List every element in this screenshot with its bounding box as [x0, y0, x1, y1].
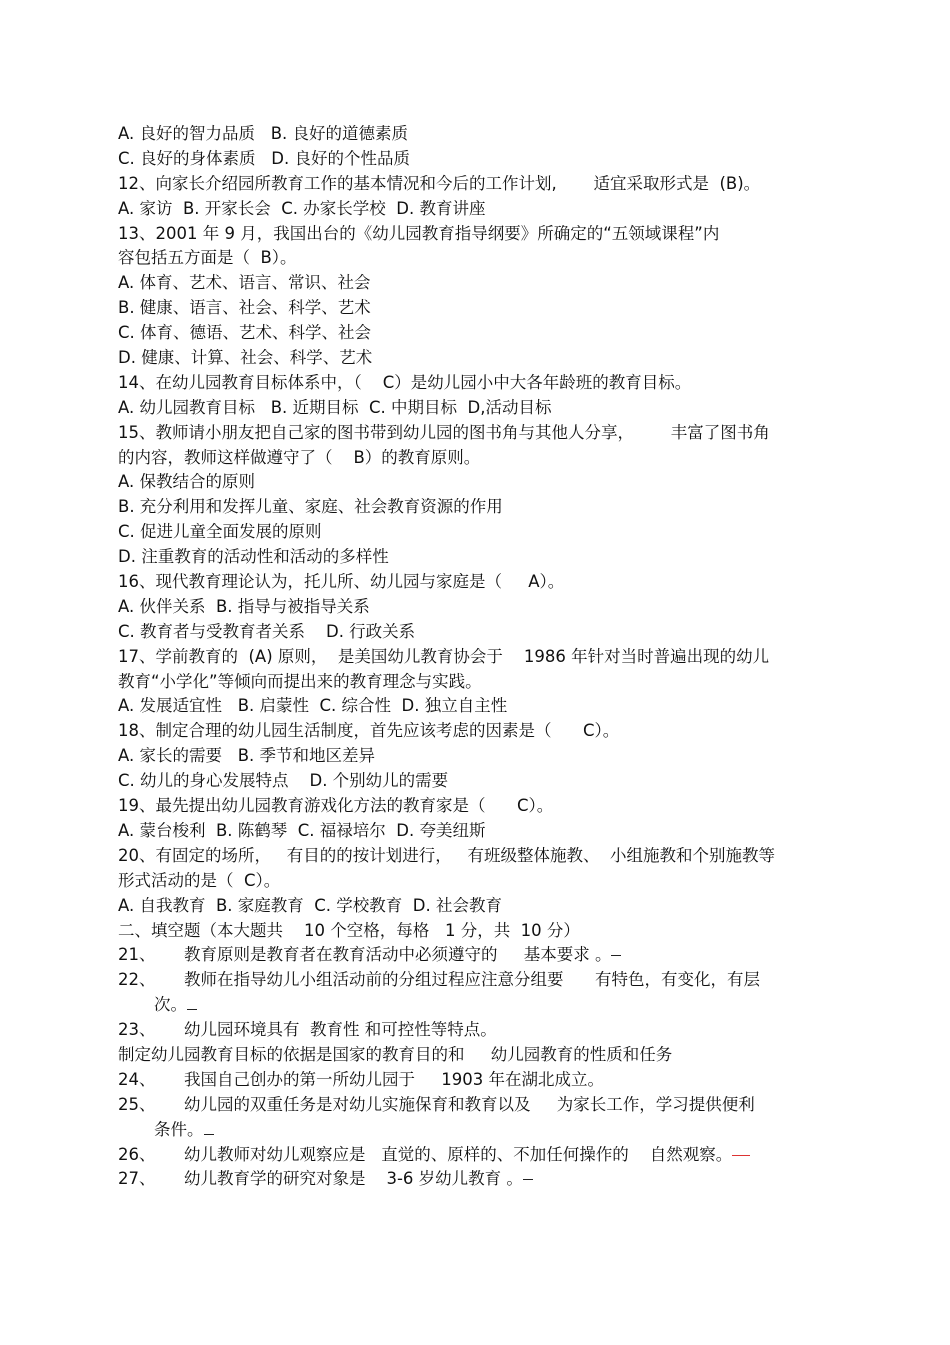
item-text: 幼儿教师对幼儿观察应是 直觉的、原样的、不加任何操作的 自然观察。 [184, 1144, 733, 1164]
fill-item-continuation [118, 993, 838, 1018]
text-line: B. 充分利用和发挥儿童、家庭、社会教育资源的作用 [118, 497, 503, 517]
text-line: D. 注重教育的活动性和活动的多样性 [118, 547, 389, 567]
fill-item [118, 1167, 838, 1192]
text-line: C. 良好的身体素质 D. 良好的个性品质 [118, 148, 410, 168]
answer-underline [611, 943, 621, 956]
item-number: 27、 [118, 1169, 156, 1189]
text-line: 17、学前教育的 (A) 原则， 是美国幼儿教育协会于 1986 年针对当时普遍出现的幼儿 [118, 646, 770, 666]
text-line: C. 幼儿的身心发展特点 D. 个别幼儿的需要 [118, 771, 449, 791]
item-text: 幼儿园的双重任务是对幼儿实施保育和教育以及 为家长工作，学习提供便利 [184, 1094, 755, 1114]
item-number: 21、 [118, 945, 156, 965]
multiple-choice-section [118, 122, 838, 943]
item-text: 幼儿园环境具有 教育性 和可控性等特点。 [184, 1020, 497, 1040]
text-line: C. 体育、德语、艺术、科学、社会 [118, 323, 372, 343]
text-line: 制定幼儿园教育目标的依据是国家的教育目的和 幼儿园教育的性质和任务 [118, 1044, 673, 1064]
text-line: 20、有固定的场所， 有目的的按计划进行， 有班级整体施教、 小组施教和个别施教等 [118, 845, 775, 865]
text-line: 13、2001 年 9 月，我国出台的《幼儿园教育指导纲要》所确定的“五领域课程”内 [118, 223, 720, 243]
text-line: 容包括五方面是（ B）。 [118, 248, 297, 268]
text-line: 14、在幼儿园教育目标体系中，（ C）是幼儿园小中大各年龄班的教育目标。 [118, 372, 692, 392]
fill-item [118, 1068, 838, 1093]
text-line: 15、教师请小朋友把自己家的图书带到幼儿园的图书角与其他人分享， 丰富了图书角 [118, 422, 770, 442]
item-text: 教师在指导幼儿小组活动前的分组过程应注意分组要 有特色，有变化，有层 [184, 970, 760, 990]
answer-underline [732, 1143, 750, 1156]
item-number: 24、 [118, 1069, 156, 1089]
item-number: 26、 [118, 1144, 156, 1164]
answer-underline [204, 1122, 214, 1135]
answer-underline [187, 997, 197, 1010]
text-line: 16、现代教育理论认为，托儿所、幼儿园与家庭是（ A）。 [118, 572, 565, 592]
text-line: C. 教育者与受教育者关系 D. 行政关系 [118, 621, 416, 641]
text-line: A. 发展适宜性 B. 启蒙性 C. 综合性 D. 独立自主性 [118, 696, 508, 716]
answer-underline [523, 1167, 533, 1180]
item-text: 我国自己创办的第一所幼儿园于 1903 年在湖北成立。 [184, 1069, 604, 1089]
text-line: A. 家访 B. 开家长会 C. 办家长学校 D. 教育讲座 [118, 198, 486, 218]
item-text: 次。 [154, 995, 187, 1015]
text-line: C. 促进儿童全面发展的原则 [118, 522, 322, 542]
item-text: 幼儿教育学的研究对象是 3-6 岁幼儿教育 。 [184, 1169, 523, 1189]
fill-item [118, 1093, 838, 1118]
item-number: 25、 [118, 1094, 156, 1114]
text-line: D. 健康、计算、社会、科学、艺术 [118, 348, 373, 368]
text-line: B. 健康、语言、社会、科学、艺术 [118, 298, 371, 318]
text-line: A. 体育、艺术、语言、常识、社会 [118, 273, 371, 293]
text-line: A. 家长的需要 B. 季节和地区差异 [118, 746, 376, 766]
text-line: 形式活动的是（ C）。 [118, 870, 281, 890]
text-line: A. 蒙台梭利 B. 陈鹤琴 C. 福禄培尔 D. 夸美纽斯 [118, 820, 486, 840]
text-line: 12、向家长介绍园所教育工作的基本情况和今后的工作计划, 适宜采取形式是 (B)。 [118, 173, 761, 193]
text-line: 二、填空题（本大题共 10 个空格，每格 1 分，共 10 分） [118, 920, 580, 940]
item-number: 23、 [118, 1020, 156, 1040]
text-line: 18、制定合理的幼儿园生活制度，首先应该考虑的因素是（ C）。 [118, 721, 620, 741]
text-line: A. 保教结合的原则 [118, 472, 255, 492]
item-text: 教育原则是教育者在教育活动中必须遵守的 基本要求 。 [184, 945, 612, 965]
item-text: 条件。 [154, 1119, 204, 1139]
fill-item-continuation [118, 1118, 838, 1143]
text-line: A. 良好的智力品质 B. 良好的道德素质 [118, 124, 409, 143]
text-line: A. 伙伴关系 B. 指导与被指导关系 [118, 596, 370, 616]
fill-in-section [118, 943, 838, 1192]
text-line: A. 幼儿园教育目标 B. 近期目标 C. 中期目标 D,活动目标 [118, 397, 552, 417]
text-line: 19、最先提出幼儿园教育游戏化方法的教育家是（ C）。 [118, 796, 554, 816]
text-line: A. 自我教育 B. 家庭教育 C. 学校教育 D. 社会教育 [118, 895, 502, 915]
fill-item [118, 1143, 838, 1168]
text-line: 的内容，教师这样做遵守了（ B）的教育原则。 [118, 447, 481, 467]
page-content [118, 122, 838, 1192]
fill-item [118, 968, 838, 993]
item-number: 22、 [118, 970, 156, 990]
text-line: 教育“小学化”等倾向而提出来的教育理念与实践。 [118, 671, 482, 691]
fill-item [118, 1018, 838, 1043]
fill-item [118, 943, 838, 968]
